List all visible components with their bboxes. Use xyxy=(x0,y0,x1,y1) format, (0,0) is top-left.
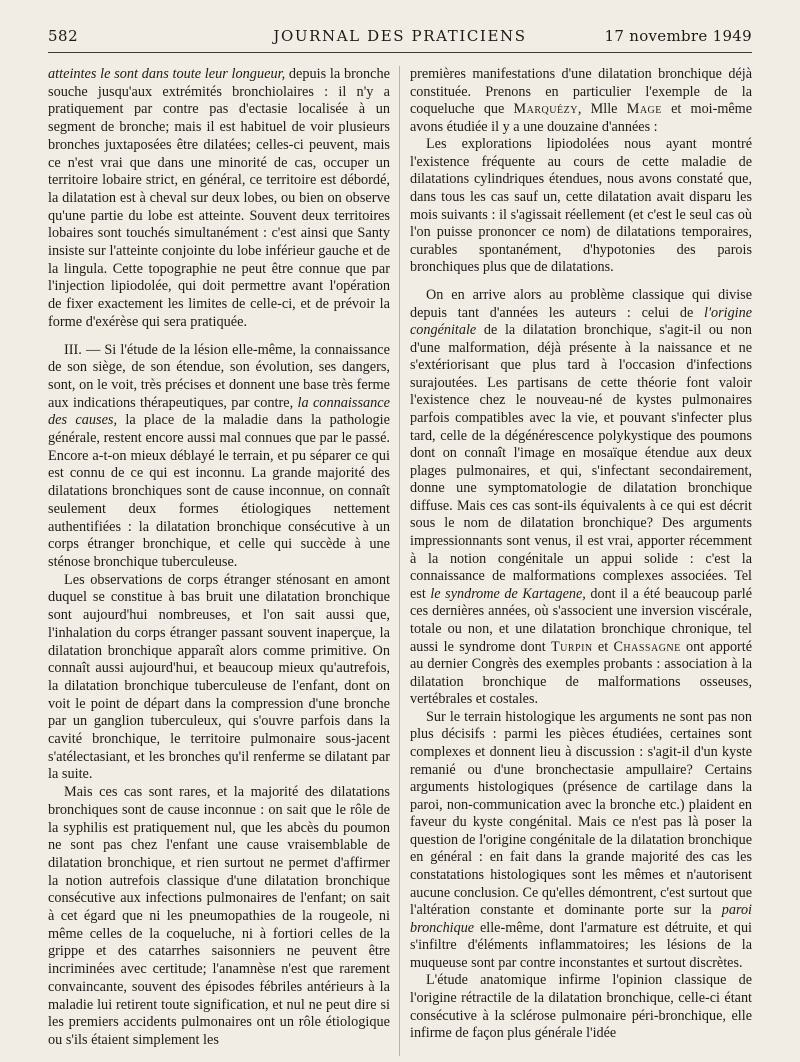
paragraph xyxy=(48,342,390,572)
text-run: de la dilatation bronchique, s'agit-il ou non d'une malformation, déjà présente à la naissance et ne s'extériorisant que plus tard à l'occasion d'infections surajoutées. Les partisans de cette théorie font valoir l'existence chez le nouveau-né de kystes pulmonaires parfois compatibles avec la vie, et pouvant s'infecter plus tard, celle de la dégénérescence polykystique des poumons dont on connaît l'image en mosaïque étendue aux deux plages pulmonaires, et qui, s'infectant secondairement, donne une symptomatologie de dilatation bronchique diffuse. Mais ces cas sont-ils équivalents à ce qui est décrit sous le nom de dilatation bronchique? Des arguments impressionnants sont venus, il est vrai, apporter récemment à la notion congénitale un appui solide : c'est la connaissance de malformations complexes associées. Tel est xyxy=(410,322,752,602)
italic-text: paroi bronchique xyxy=(410,902,752,936)
author-name: Mage xyxy=(626,101,662,118)
page-header xyxy=(0,0,800,62)
text-run: premières manifestations d'une dilatation bronchique déjà constituée. Prenons en particulier l'exemple de la coqueluche que xyxy=(410,66,752,118)
italic-text: l'origine congénitale xyxy=(410,304,752,339)
text-run: On en arrive alors au problème classique qui divise depuis tant d'années les auteurs : celui de xyxy=(410,286,752,321)
text-run: Les observations de corps étranger sténosant en amont duquel se constitue à bas bruit une dilatation bronchique sont aujourd'hui nombreuses, et l'on sait aussi que, l'inhalation du corps étranger passant souvent inaperçue, la dilatation bronchique apparaît alors comme primitive. On connaît aussi aujourd'hui, et beaucoup mieux qu'autrefois, la dilatation bronchique tuberculeuse de l'enfant, dont on voit le point de départ dans la compression d'une bronche par un ganglion tuberculeux, qui s'ouvre parfois dans la cavité bronchique, le territoire pulmonaire sous-jacent s'atélectasiant, et les bronches qu'il renferme se dilatant par la suite. xyxy=(48,571,390,783)
italic-text: atteintes le sont dans toute leur longueur, xyxy=(48,66,286,82)
paragraph xyxy=(410,709,752,973)
text-run: elle-même, dont l'armature est détruite, et qui s'infiltre d'éléments inflammatoires; les lésions de la muqueuse sont par contre inconstantes et surtout discrètes. xyxy=(410,919,752,971)
author-name: Marquézy xyxy=(513,101,578,118)
text-run: , Mlle xyxy=(577,101,627,118)
journal-title: JOURNAL DES PRATICIENS xyxy=(273,27,527,45)
text-run: et xyxy=(592,638,614,655)
column-divider xyxy=(399,66,400,1056)
text-run: ont apporté au dernier Congrès des exemples probants : association à la dilatation bronchique de malformations osseuses, vertébrales et costales. xyxy=(410,638,753,708)
paragraph xyxy=(410,66,752,136)
italic-text: la connaissance des causes, xyxy=(48,394,390,429)
author-name: Chassagne xyxy=(613,638,681,655)
text-run: depuis la bronche souche jusqu'aux extrémités bronchiolaires : il n'y a pratiquement par contre pas d'ectasie localisée à un segment de bronche; mais il est habituel de voir plusieurs bronches juxtaposées être dilatées; celles-ci peuvent, mais ce n'est vrai que dans une minorité de cas, occuper un territoire lobaire strict, en général, ce territoire est débordé, la dilatation est à cheval sur deux lobes, ou bien on observe qu'une partie du lobe est atteinte. Souvent deux territoires lobaires sont touchés simultanément : c'est ainsi que Santy insiste sur l'atteinte conjointe du lobe inférieur gauche et de la lingula. Cette topographie ne peut être connue que par l'injection lipiodolée, qui doit permettre avant l'opération de fixer exactement les limites de celle-ci, et de prévoir la forme d'exérèse qui sera pratiquée. xyxy=(48,66,390,330)
header-rule xyxy=(48,52,752,53)
paragraph xyxy=(410,972,752,1042)
italic-text: le syndrome de Kartagene, xyxy=(430,585,586,602)
issue-date: 17 novembre 1949 xyxy=(604,27,752,45)
author-name: Turpin xyxy=(550,638,593,655)
paragraph xyxy=(48,572,390,784)
left-column xyxy=(48,66,390,1050)
text-run: dont il a été beaucoup parlé ces dernières années, où s'associent une inversion viscérale, totale ou non, et une dilatation bronchique chronique, tel aussi le syndrome dont xyxy=(410,585,752,655)
page-number: 582 xyxy=(48,27,79,45)
text-run: L'étude anatomique infirme l'opinion classique de l'origine rétractile de la dilatation bronchique, celle-ci étant consécutive à la sclérose pulmonaire péri-bronchique, elle infirme de façon plus générale l'idée xyxy=(410,972,752,1042)
paragraph xyxy=(48,784,390,1050)
text-run: III. — Si l'étude de la lésion elle-même, la connaissance de son siège, de son étendue, son évolution, ses dangers, sont, on le voit, très précises et donnent une base très ferme aux indications thérapeutiques, par contre, xyxy=(48,341,390,411)
paragraph xyxy=(48,66,390,332)
right-column xyxy=(410,66,752,1043)
text-run: et moi-même avons étudiée il y a une douzaine d'années : xyxy=(410,101,753,135)
paragraph xyxy=(410,287,752,709)
text-run: Mais ces cas sont rares, et la majorité des dilatations bronchiques sont de cause inconnue : on sait que le rôle de la syphilis est pratiquement nul, que les abcès du poumon ne sont pas chez l'enfant une cause vraisemblable de dilatation bronchique, et rien surtout ne permet d'affirmer la notion autrefois classique d'une dilatation bronchique consécutive aux infections pulmonaires de l'enfant; on sait à cet égard que ni les pneumopathies de la rougeole, ni même celles de la coqueluche, ni à fortiori celles de la grippe et des catarrhes saisonniers ne peuvent être incriminées avec certitude; l'anamnèse n'est que rarement convaincante, souvent des épisodes fébriles antérieurs à la maladie lui retirent toute signification, et nul ne peut dire si les premiers accidents pulmonaires ont un rôle étiologique ou s'ils étaient simplement les xyxy=(48,784,390,1048)
text-run: Les explorations lipiodolées nous ayant montré l'existence fréquente au cours de cette maladie de dilatations cylindriques étendues, nous avons constaté que, dans tous les cas sauf un, cette dilatation avait disparu les mois suivants : il s'agissait réellement (et c'est le seul cas où l'on puisse prononcer ce nom) de dilatations temporaires, curables spontanément, d'hypotonies des parois bronchiques plus que de dilatations. xyxy=(410,136,752,276)
paragraph xyxy=(410,136,752,277)
text-run: Sur le terrain histologique les arguments ne sont pas non plus décisifs : parmi les pièces étudiées, certaines sont complexes et donnent lieu à discussion : s'agit-il d'un kyste remanié ou d'une bronchectasie ampullaire? Certains arguments histologiques (présence de cartilage dans la paroi, non-communication avec la bronche etc.) plaident en faveur du kyste congénital. Mais ce n'est pas là poser la question de l'origine congénitale de la dilatation bronchique en général : en fait dans la grande majorité des cas les constatations histologiques sont les mêmes et n'autorisent aucune conclusion. Ce qu'elles démontrent, c'est surtout que l'altération constante et dominante porte sur la xyxy=(410,708,752,919)
text-run: la place de la maladie dans la pathologie générale, restent encore aussi mal connues que par le passé. Encore a-t-on mieux déblayé le terrain, et pu séparer ce qui est connu de ce qui est inconnu. La grande majorité des dilatations bronchiques sont de cause inconnue, on connaît seulement deux formes étiologiques nettement authentifiées : la dilatation bronchique consécutive à un corps étranger bronchique, et celle qui succède à une sténose bronchique tuberculeuse. xyxy=(48,412,390,570)
